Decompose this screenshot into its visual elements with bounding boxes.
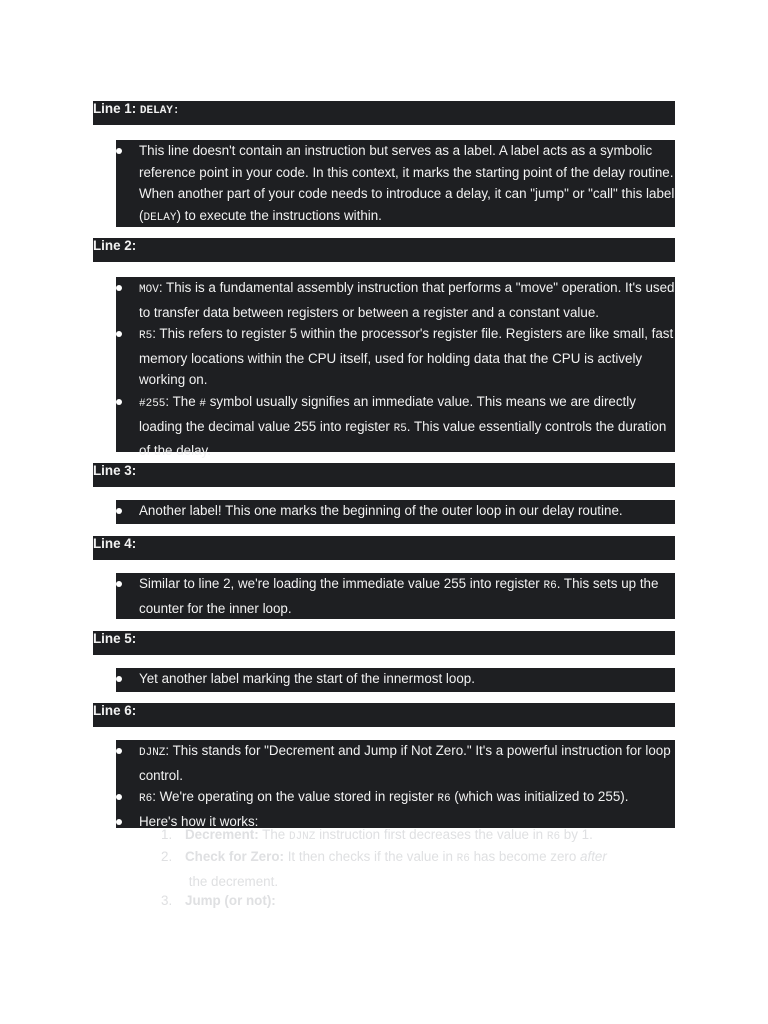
imm-text: : The bbox=[165, 393, 200, 409]
step-title: Decrement: bbox=[185, 827, 259, 842]
line1-explanation bbox=[116, 140, 675, 227]
step-number: 2. bbox=[161, 849, 173, 864]
line3-text: Another label! This one marks the beginning of the outer loop in our delay routine. bbox=[139, 503, 623, 518]
line2-heading bbox=[93, 238, 675, 262]
hash-code: # bbox=[199, 397, 207, 410]
line4-explanation bbox=[116, 573, 675, 619]
djnz-code: DJNZ bbox=[139, 747, 166, 759]
step-title: Jump (or not): bbox=[185, 893, 276, 908]
r6-text: : We're operating on the value stored in register bbox=[152, 789, 438, 805]
line5-heading bbox=[93, 631, 675, 655]
step-number: 1. bbox=[161, 827, 173, 842]
line5-text: Yet another label marking the start of the innermost loop. bbox=[139, 671, 475, 686]
line1-bullet-code: DELAY bbox=[143, 211, 177, 224]
line4-heading-label: Line 4: bbox=[93, 536, 137, 551]
djnz-text: : This stands for "Decrement and Jump if Not Zero." It's a powerful instruction for loop control. bbox=[139, 743, 671, 783]
step-text-3: by 1. bbox=[560, 827, 593, 842]
line4-text-end: . This sets up the counter for the inner loop. bbox=[139, 576, 659, 616]
line2-heading-label: Line 2: bbox=[93, 238, 137, 253]
step-3 bbox=[161, 890, 681, 912]
line6-heading-label: Line 6: bbox=[93, 703, 137, 718]
list-item bbox=[116, 500, 675, 522]
list-item bbox=[116, 391, 675, 462]
step-emphasis: after bbox=[580, 849, 607, 864]
line4-code: R6 bbox=[543, 580, 557, 592]
r5-text: : This refers to register 5 within the processor's register file. Registers are like small, fast memory locations within the CPU itself, used for holding data that the CPU is actively working on. bbox=[139, 326, 674, 388]
imm-code: #255 bbox=[139, 397, 166, 410]
line2-explanation bbox=[116, 277, 675, 459]
step-text-3: the decrement. bbox=[185, 873, 279, 889]
step-title: Check for Zero: bbox=[185, 849, 284, 864]
step-code-2: R6 bbox=[546, 831, 561, 843]
line3-heading bbox=[93, 463, 675, 487]
r6-text-2: (which was initialized to 255). bbox=[450, 789, 629, 805]
imm-text-3: . This value essentially controls the duration of the delay. bbox=[139, 418, 667, 459]
r5-code: R5 bbox=[139, 330, 153, 343]
line5-explanation bbox=[116, 668, 675, 692]
step-number: 3. bbox=[161, 893, 173, 908]
line1-bullet-text: This line doesn't contain an instruction but serves as a label. A label acts as a symbolic reference point in your code. In this context, it marks the starting point of the delay routine. When another part of your code needs to introduce a delay, it can "jump" or "call" this label ( bbox=[139, 143, 675, 223]
mov-code: MOV bbox=[139, 284, 159, 296]
line6-heading bbox=[93, 703, 675, 727]
step-code: DJNZ bbox=[288, 831, 316, 843]
line1-heading-code: DELAY: bbox=[139, 105, 180, 117]
step-2 bbox=[161, 846, 681, 892]
line1-heading bbox=[93, 101, 675, 125]
step-text-2: has become zero bbox=[469, 849, 581, 864]
line5-heading-label: Line 5: bbox=[93, 631, 137, 646]
step-text: It then checks if the value in bbox=[283, 849, 457, 864]
step-text: The bbox=[258, 827, 289, 842]
list-item bbox=[116, 277, 675, 323]
imm-text-2: symbol usually signifies an immediate value. This means we are directly loading the decimal value 255 into register bbox=[139, 393, 636, 434]
step-1 bbox=[161, 824, 681, 849]
how-it-works-text: Here's how it works: bbox=[139, 813, 259, 829]
line3-heading-label: Line 3: bbox=[93, 463, 137, 478]
line4-text: Similar to line 2, we're loading the immediate value 255 into register bbox=[139, 576, 544, 591]
line3-explanation bbox=[116, 500, 675, 524]
step-code: R6 bbox=[456, 853, 470, 865]
list-item bbox=[116, 740, 675, 786]
list-item bbox=[116, 323, 675, 391]
list-item bbox=[116, 140, 675, 229]
mov-text: : This is a fundamental assembly instruction that performs a "move" operation. It's used to transfer data between registers or between a register and a constant value. bbox=[139, 280, 675, 320]
r6-code: R6 bbox=[139, 793, 153, 806]
list-item bbox=[116, 668, 675, 690]
line4-heading bbox=[93, 536, 675, 560]
step-text-2: instruction first decreases the value in bbox=[315, 827, 547, 842]
r5-code-2: R5 bbox=[393, 422, 407, 435]
list-item bbox=[116, 573, 675, 619]
r6-code-2: R6 bbox=[437, 793, 451, 806]
list-item bbox=[116, 786, 675, 811]
line6-explanation bbox=[116, 740, 675, 828]
line1-heading-label: Line 1: bbox=[93, 101, 137, 116]
line1-bullet-text-end: ) to execute the instructions within. bbox=[176, 207, 382, 223]
